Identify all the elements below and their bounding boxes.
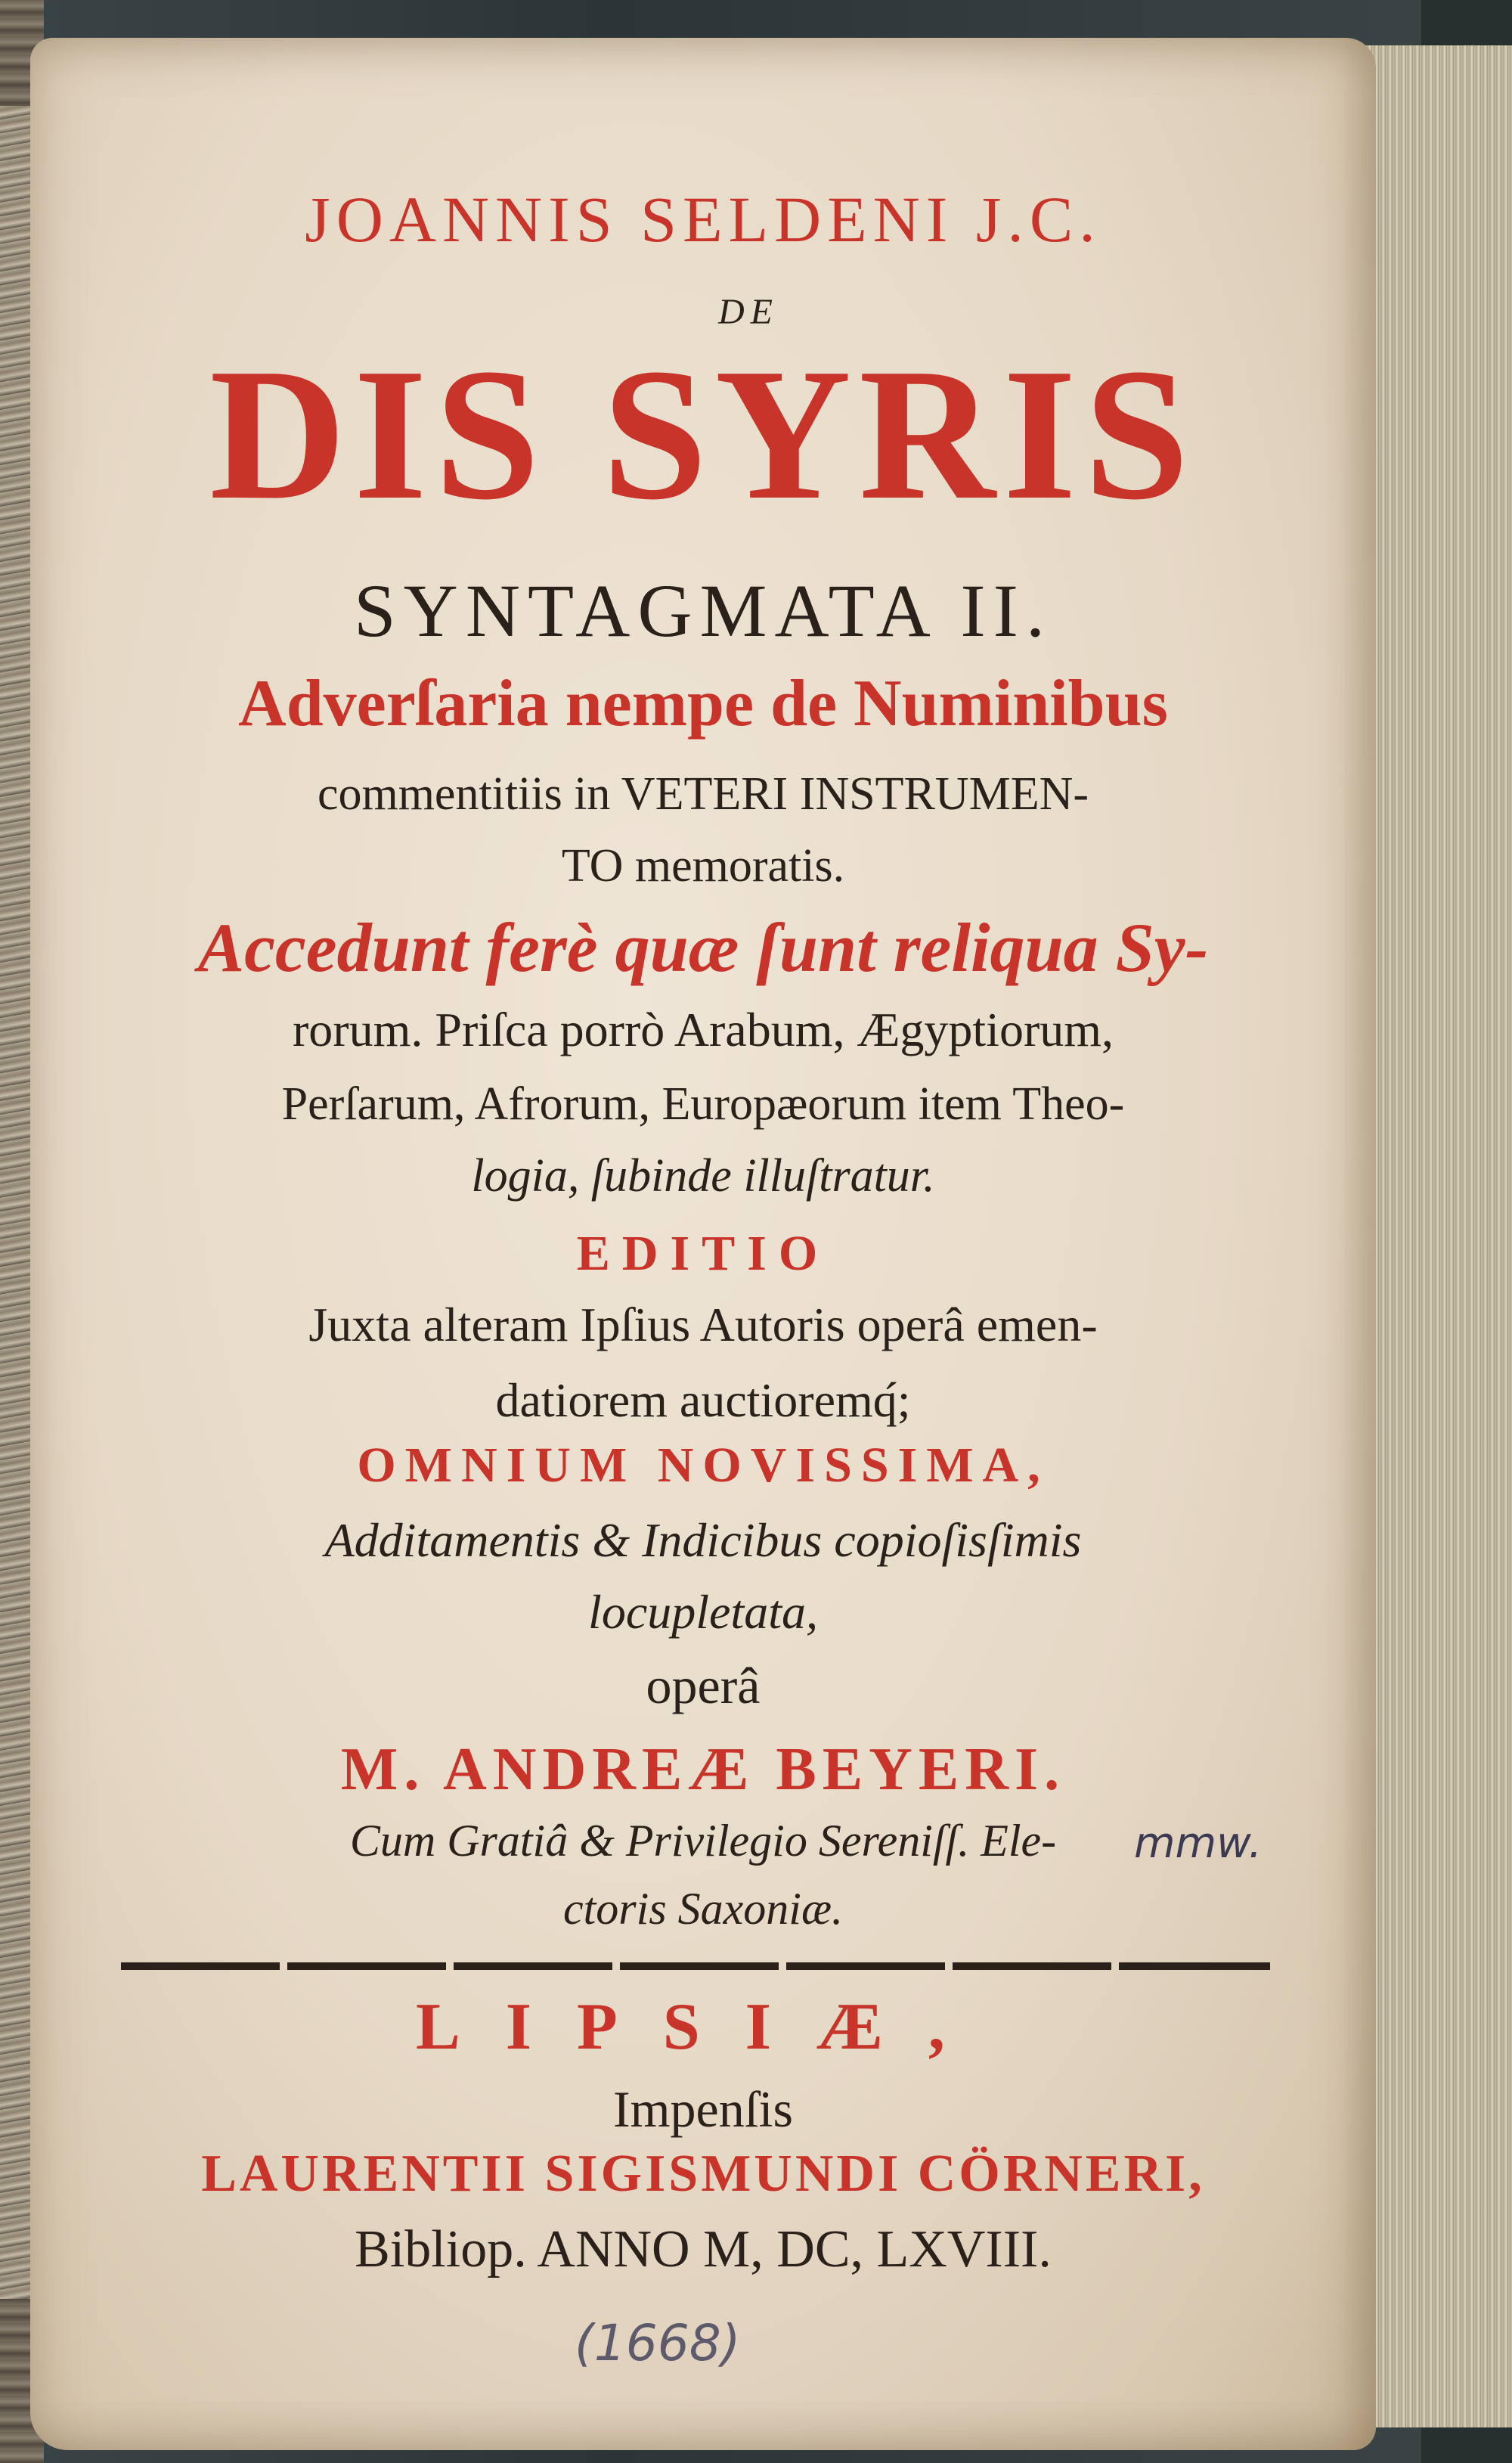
author-line: JOANNIS SELDENI J.C.: [305, 183, 1101, 256]
rorum-line: rorum. Priſca porrò Arabum, Ægyptiorum,: [292, 1003, 1114, 1056]
opera-line: operâ: [646, 1657, 761, 1714]
main-title: DIS SYRIS: [209, 330, 1197, 539]
persarum-line: Perſarum, Afrorum, Europæorum item Theo-: [281, 1078, 1125, 1130]
margin-scribble: mmw.: [1134, 1819, 1263, 1868]
adversaria-line: Adverſaria nempe de Numinibus: [238, 667, 1168, 740]
laurentii-line: LAURENTII SIGISMUNDI CÖRNERI,: [201, 2145, 1205, 2203]
datiorem-line: datiorem auctioremq́;: [495, 1373, 911, 1427]
horizontal-rule: [121, 1962, 1270, 1970]
omnium-line: OMNIUM NOVISSIMA,: [357, 1438, 1049, 1493]
handwritten-date: (1668): [575, 2314, 741, 2372]
beyeri-line: M. ANDREÆ BEYERI.: [340, 1736, 1066, 1803]
de-line: DE: [718, 292, 779, 332]
cum-gratia-line: Cum Gratiâ & Privilegio Sereniſſ. Ele-: [349, 1816, 1057, 1866]
locupletata-line: locupletata,: [588, 1585, 818, 1639]
title-page: [30, 38, 1376, 2450]
juxta-line: Juxta alteram Ipſius Autoris operâ emen-: [308, 1298, 1098, 1351]
syntagmata-line: SYNTAGMATA II.: [354, 569, 1052, 653]
bibliop-line: Bibliop. ANNO M, DC, LXVIII.: [355, 2220, 1052, 2278]
accedunt-line: Accedunt ferè quæ ſunt reliqua Sy-: [197, 909, 1209, 986]
additamentis-line: Additamentis & Indicibus copioſisſimis: [324, 1513, 1082, 1567]
ctoris-line: ctoris Saxoniæ.: [563, 1884, 843, 1934]
editio-line: EDITIO: [576, 1226, 830, 1281]
lipsiae-line: LIPSIÆ,: [416, 1990, 990, 2064]
impensis-line: Impenſis: [613, 2080, 793, 2138]
commentitiis-line: commentitiis in VETERI INSTRUMEN-: [317, 768, 1089, 820]
logia-line: logia, ſubinde illuſtratur.: [471, 1150, 935, 1202]
memoratis-line: TO memoratis.: [561, 840, 845, 892]
